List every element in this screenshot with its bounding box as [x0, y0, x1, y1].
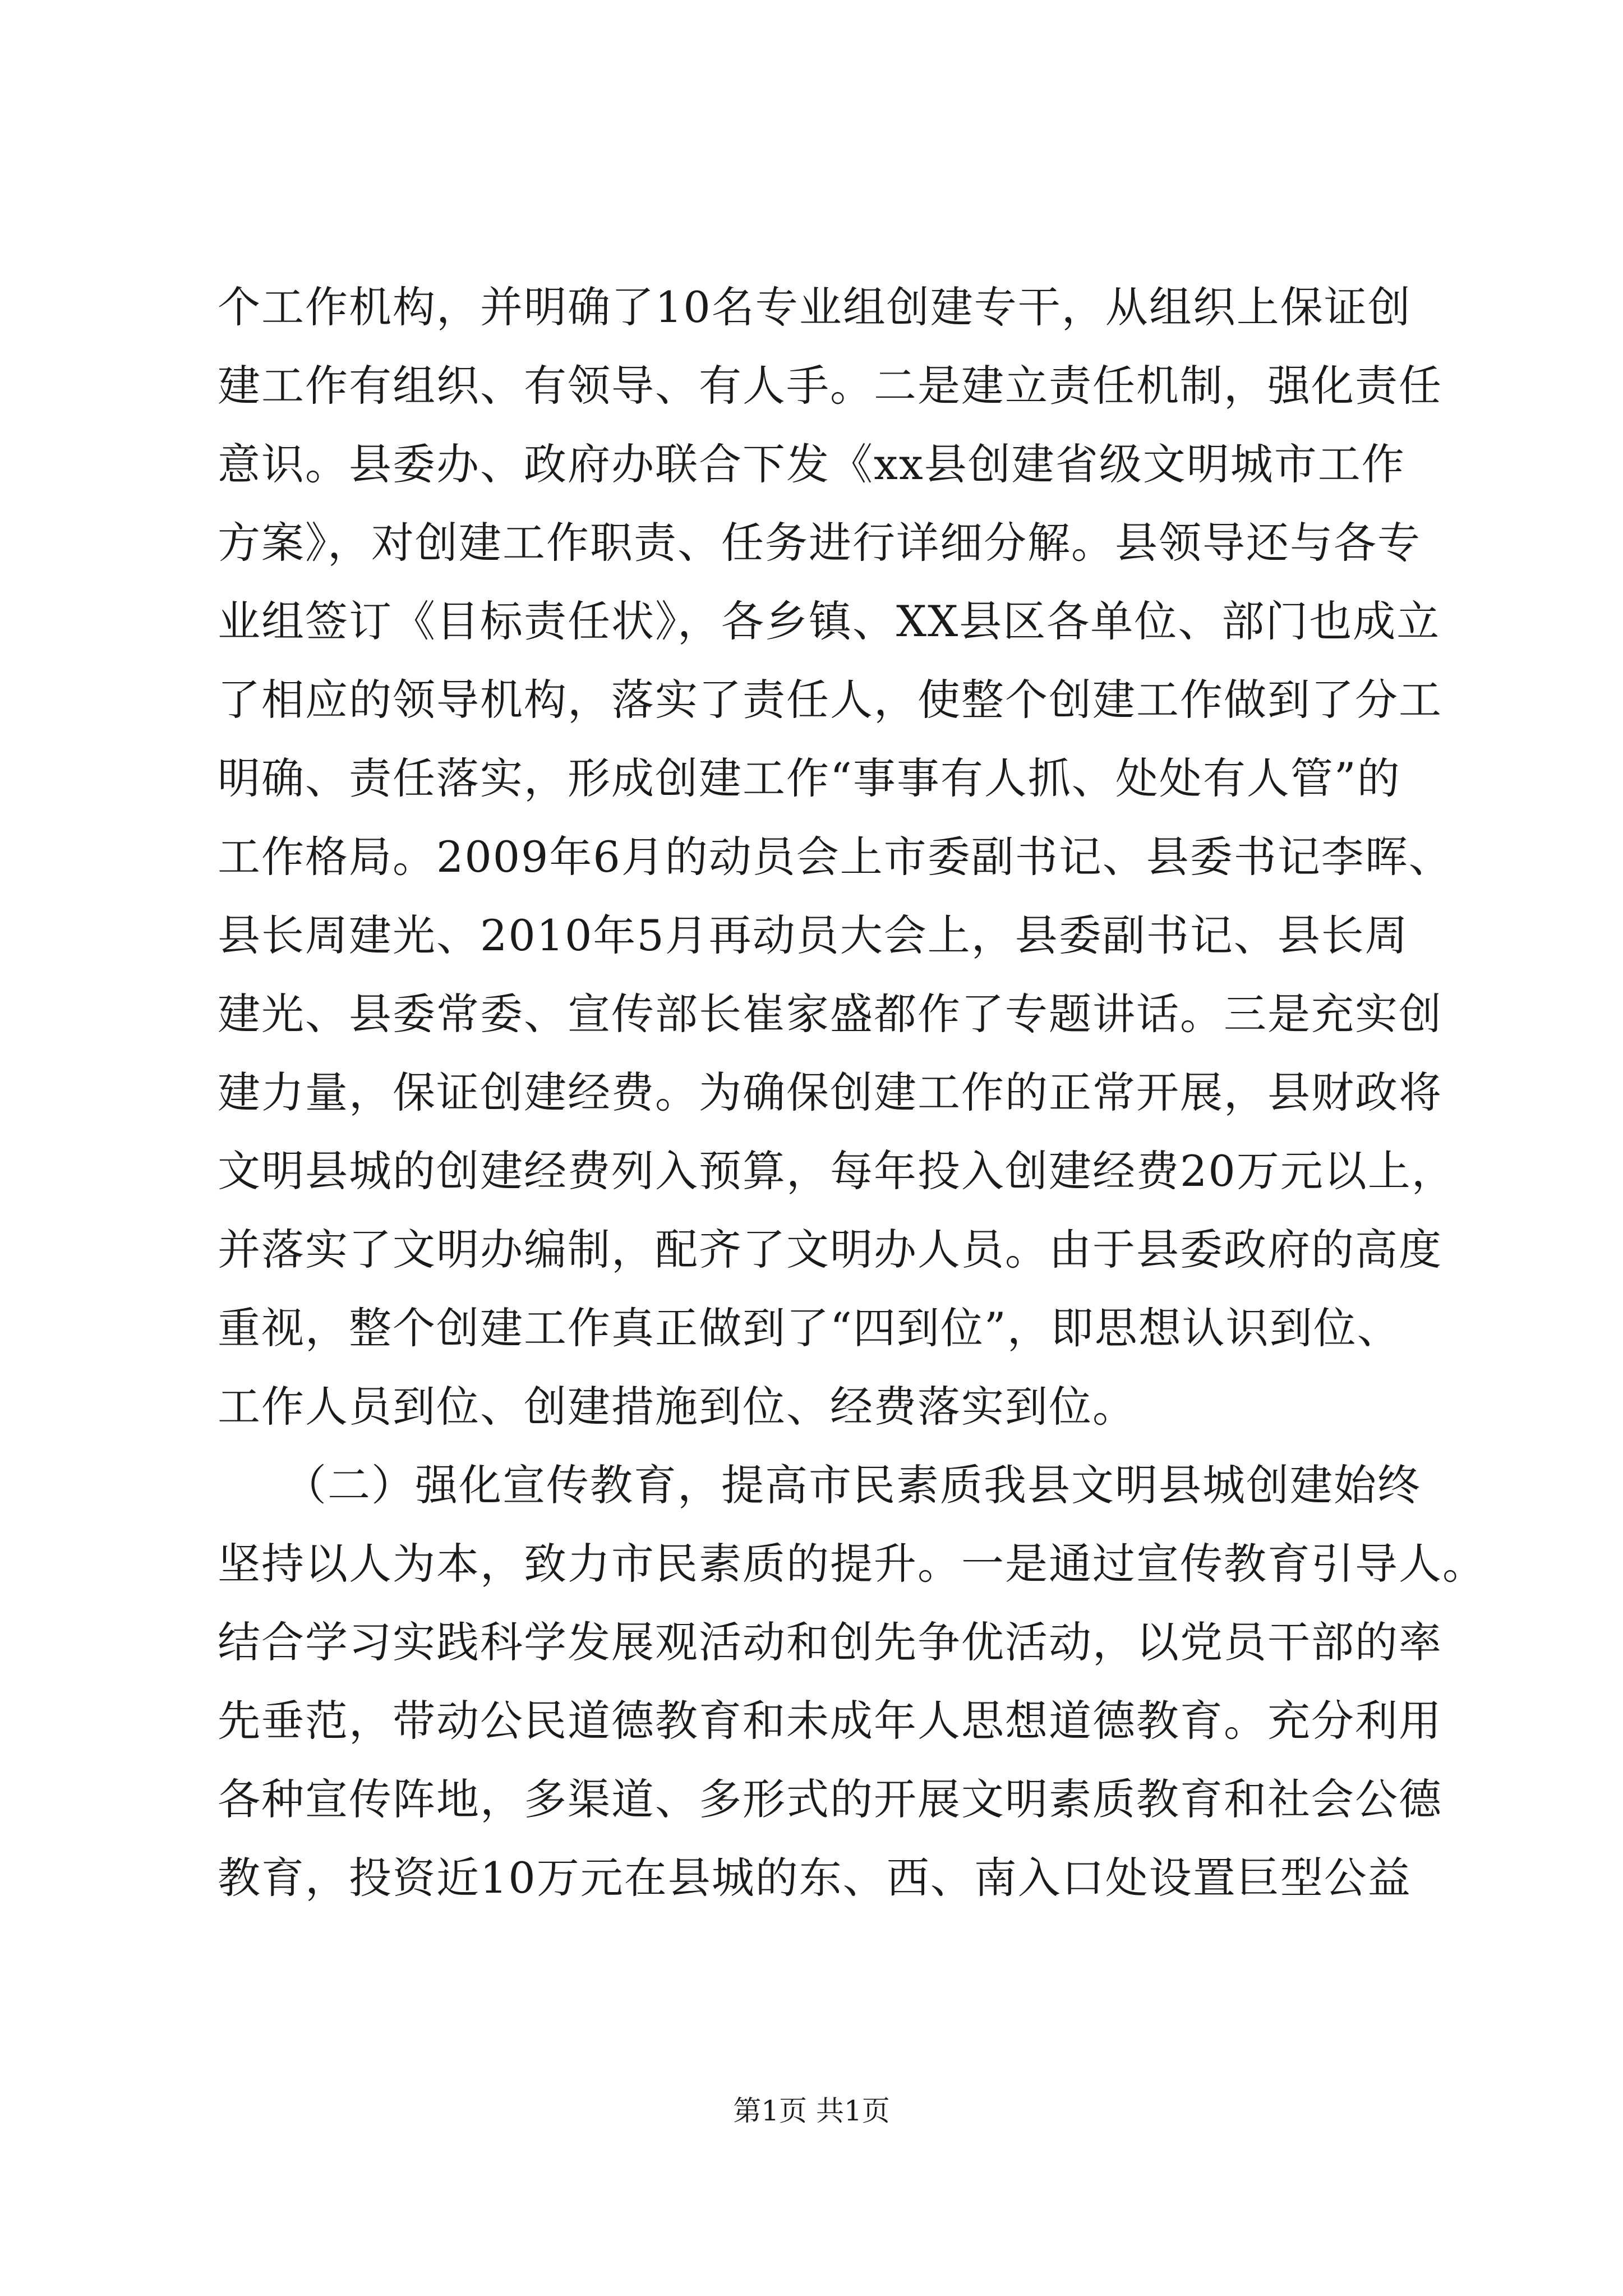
text-line: 文明县城的创建经费列入预算，每年投入创建经费20万元以上， [218, 1146, 1455, 1196]
text-line: 教育，投资近10万元在县城的东、西、南入口处设置巨型公益 [218, 1853, 1412, 1903]
page-footer: 第1页 共1页 [733, 2095, 890, 2127]
text-line: 工作人员到位、创建措施到位、经费落实到位。 [218, 1382, 1136, 1432]
text-line: 明确、责任落实，形成创建工作“事事有人抓、处处有人管”的 [218, 753, 1401, 803]
text-line: 坚持以人为本，致力市民素质的提升。一是通过宣传教育引导人。 [218, 1539, 1486, 1589]
text-line: 方案》，对创建工作职责、任务进行详细分解。县领导还与各专 [218, 518, 1421, 568]
text-line: 重视，整个创建工作真正做到了“四到位”，即思想认识到位、 [218, 1303, 1401, 1353]
text-line: 建力量，保证创建经费。为确保创建工作的正常开展，县财政将 [218, 1068, 1442, 1117]
text-line: 各种宣传阵地，多渠道、多形式的开展文明素质教育和社会公德 [218, 1774, 1442, 1824]
text-line: 建工作有组织、有领导、有人手。二是建立责任机制，强化责任 [218, 361, 1442, 411]
text-line: 并落实了文明办编制，配齐了文明办人员。由于县委政府的高度 [218, 1225, 1442, 1274]
text-line: （二）强化宣传教育，提高市民素质我县文明县城创建始终 [218, 1460, 1421, 1510]
body-text [218, 268, 1486, 1917]
text-line: 结合学习实践科学发展观活动和创先争优活动，以党员干部的率 [218, 1617, 1442, 1667]
text-line: 了相应的领导机构，落实了责任人，使整个创建工作做到了分工 [218, 675, 1442, 725]
text-line: 县长周建光、2010年5月再动员大会上，县委副书记、县长周 [218, 910, 1409, 960]
text-line: 业组签订《目标责任状》，各乡镇、XX县区各单位、部门也成立 [218, 596, 1441, 646]
text-line: 工作格局。2009年6月的动员会上市委副书记、县委书记李晖、 [218, 832, 1453, 882]
text-line: 先垂范，带动公民道德教育和未成年人思想道德教育。充分利用 [218, 1696, 1442, 1746]
text-line: 个工作机构，并明确了10名专业组创建专干，从组织上保证创 [218, 282, 1412, 332]
text-line: 建光、县委常委、宣传部长崔家盛都作了专题讲话。三是充实创 [218, 989, 1442, 1039]
text-line: 意识。县委办、政府办联合下发《xx县创建省级文明城市工作 [218, 439, 1405, 489]
